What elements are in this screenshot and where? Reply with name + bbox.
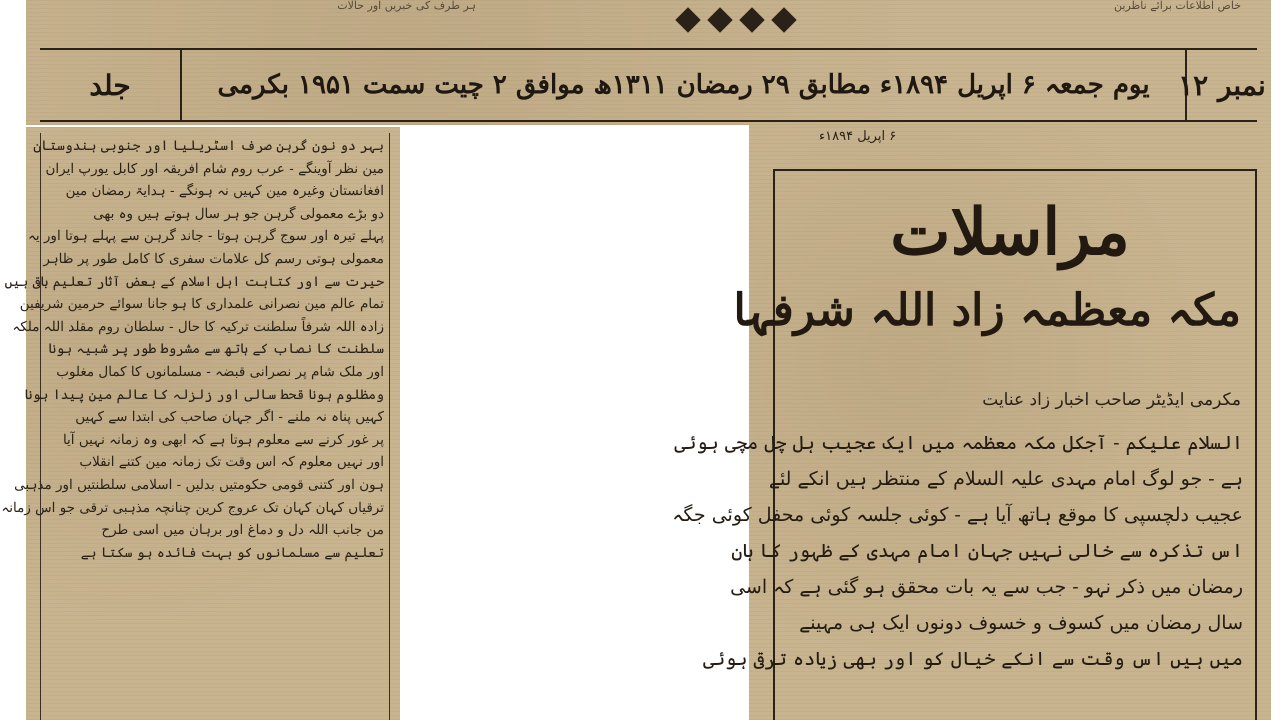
- text-line: کہیں پناہ نہ ملنے - اگر جہان صاحب کی ابتدا سے کہیں: [75, 409, 384, 426]
- text-line: ہے - جو لوگ امام مہدی علیہ السلام کے منتظر ہیں انکے لئے: [768, 468, 1243, 490]
- left-article-text: [1, 135, 384, 564]
- right-article-column: [672, 125, 1271, 720]
- text-line: تعلیم سے مسلمانوں کو بہت فائدہ ہو سکتا ہے: [80, 544, 384, 561]
- blank-gap: [400, 127, 749, 720]
- text-line: ہون اور کتنی قومی حکومتیں بدلیں - اسلامی سلطنتیں اور مذہبی: [14, 476, 384, 493]
- text-line: معمولی ہوتی رسم کل علامات سفری کا کامل طور پر ظاہر: [43, 250, 384, 267]
- newspaper-masthead: [26, 0, 1271, 125]
- text-line: حیرت سے اور کتابت اہل اسلام کے بعض آثار تعلیم باقی ہیں: [4, 273, 384, 290]
- text-line: رمضان میں ذکر نہو - جب سے یہ بات محقق ہو گئی ہے کہ اسی: [730, 576, 1243, 598]
- article-headline: مراسلات: [890, 195, 1130, 270]
- text-line: اس تذکرہ سے خالی نہیں جہان امام مہدی کے ظہور کا ہان: [731, 540, 1243, 562]
- masthead-scrawl-left: ہر طرف کی خبریں اور حالات: [337, 0, 476, 12]
- ornament-diamond-icon: [675, 7, 700, 32]
- right-top-date: ۶ اپریل ۱۸۹۴ء: [819, 129, 897, 144]
- masthead-dateline: [40, 48, 1266, 122]
- left-article-column: [1, 127, 400, 720]
- text-line: افغانستان وغیرہ مین کہیں نہ ہونگے - ہدایۃ رمضان مین: [65, 183, 384, 200]
- text-line: سلطنت کا نصاب کے ہاتھ سے مشروط طور پر شبیہ ہونا: [48, 341, 384, 358]
- text-line: اور نہیں معلوم کہ اس وقت تک زمانہ مین کتنے انقلاب: [79, 454, 384, 471]
- text-line: بہر دو نون گرہن صرف اسٹریلیا اور جنوبی ہندوستان: [33, 138, 384, 154]
- text-line: مین نظر آوینگے - عرب روم شام افریقہ اور کابل یورپ ایران: [45, 160, 384, 177]
- masthead-scrawl-right: خاص اطلاعات برائے ناظرین: [1114, 0, 1241, 12]
- ornament-diamond-icon: [739, 7, 764, 32]
- text-line: زادہ اللہ شرفاً سلطنت ترکیہ کا حال - سلطان روم مقلد اللہ ملکہ: [12, 318, 384, 335]
- ornament-diamond-icon: [707, 7, 732, 32]
- text-line: عجیب دلچسپی کا موقع ہاتھ آیا ہے - کوئی جلسہ کوئی محفل کوئی جگہ: [672, 504, 1243, 526]
- text-line: سال رمضان میں کسوف و خسوف دونوں ایک ہی مہینے: [799, 612, 1243, 634]
- volume-label: جلد: [89, 68, 131, 102]
- issue-number: نمبر ١٢: [1185, 50, 1257, 120]
- text-line: دو بڑے معمولی گرہن جو ہر سال ہوتے ہیں وہ بھی: [93, 205, 384, 222]
- text-line: پہلے تیرہ اور سوج گرہن ہوتا - جاند گرہن سے پہلے ہوتا اور یہ: [27, 228, 384, 245]
- text-line: ترقیاں کہان کہان تک عروج کرین چنانچہ مذہبی ترقی جو اس زمانہ: [1, 499, 384, 516]
- text-line: میں ہیں اس وقت سے انکے خیال کو اور بھی زیادہ ترقی ہوئی: [702, 648, 1243, 670]
- text-line: ومظلوم ہونا قحط سالی اور زلزلہ کا عالم مین پیدا ہونا: [24, 386, 384, 403]
- right-article-text: [672, 425, 1243, 677]
- masthead-ornament: [586, 0, 886, 40]
- text-line: اور ملک شام پر نصرانی قبضہ - مسلمانوں کا کمال مغلوب: [56, 363, 384, 380]
- dateline-text: یوم جمعہ ۶ اپریل ۱۸۹۴ء مطابق ۲۹ رمضان ۱۳۱۱ھ موافق ۲ چیت سمت ۱۹۵۱ بکرمی: [180, 50, 1185, 120]
- ornament-diamond-icon: [771, 7, 796, 32]
- text-line: السلام علیکم - آجکل مکہ معظمہ میں ایک عجیب ہل چل مچی ہوئی: [674, 432, 1243, 454]
- text-line: تمام عالم مین نصرانی علمداری کا ہو جانا سوائے حرمین شریفین: [19, 296, 384, 313]
- article-salutation: مکرمی ایڈیٹر صاحب اخبار زاد عنایت: [982, 390, 1241, 410]
- text-line: پر غور کرنے سے معلوم ہوتا ہے کہ ابھی وہ زمانہ نہیں آیا: [62, 431, 384, 448]
- article-subheadline: مکہ معظمہ زاد اللہ شرفہا: [733, 285, 1241, 336]
- text-line: من جانب اللہ دل و دماغ اور برہان میں اسی طرح: [101, 522, 384, 539]
